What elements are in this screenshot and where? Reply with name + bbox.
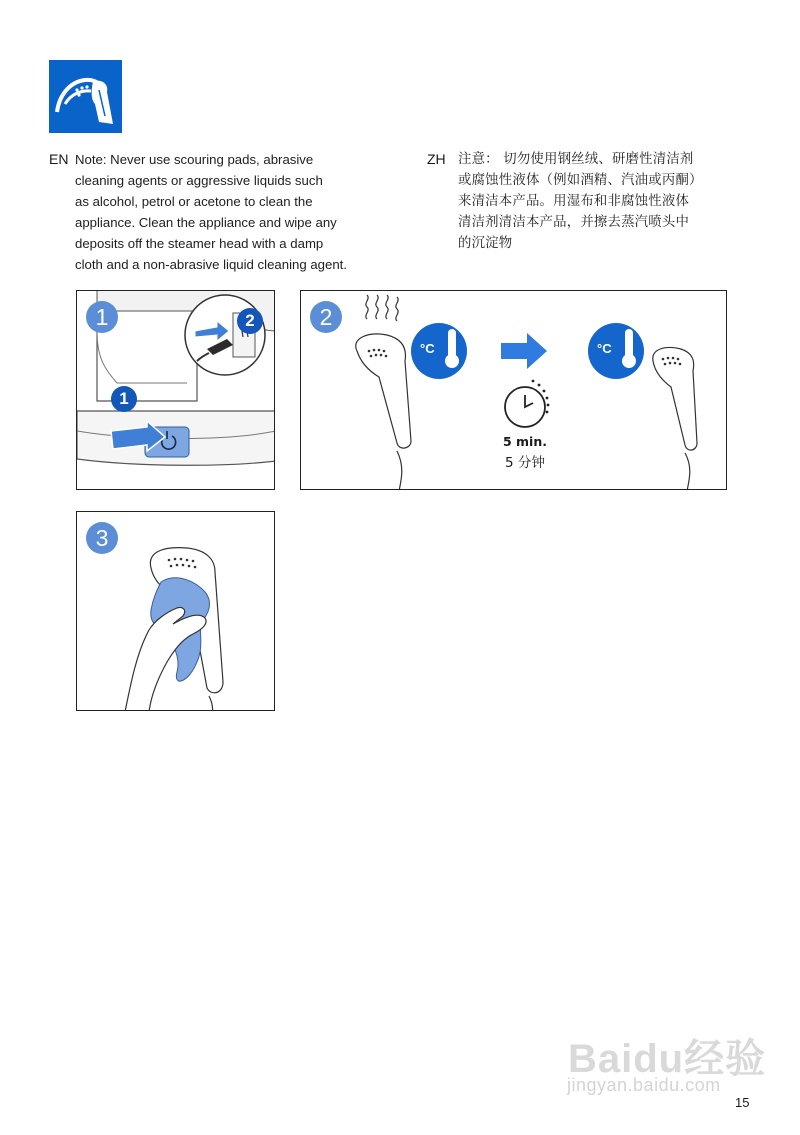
hot-steamer-head	[356, 295, 411, 490]
note-en-line: appliance. Clean the appliance and wipe any	[75, 215, 337, 230]
note-zh	[458, 149, 758, 254]
step-badge: 2	[310, 301, 342, 333]
step-1-panel	[76, 290, 275, 490]
note-en-line: deposits off the steamer head with a damp	[75, 236, 324, 251]
note-en-line: cloth and a non-abrasive liquid cleaning agent.	[75, 257, 347, 272]
note-en	[75, 149, 385, 275]
wait-time-en: 5 min.	[502, 434, 547, 449]
watermark-url: jingyan.baidu.com	[567, 1075, 721, 1095]
wait-time-zh: 5 分钟	[505, 455, 545, 471]
celsius-label-hot: °C	[420, 341, 435, 356]
note-zh-line: 的沉淀物	[458, 236, 513, 251]
note-zh-line: 来清洁本产品。用湿布和非腐蚀性液体	[458, 194, 690, 209]
celsius-label-cool: °C	[597, 341, 612, 356]
lang-code-zh: ZH	[427, 151, 446, 167]
watermark-brand: Baidu经验	[568, 1037, 767, 1081]
note-en-line: cleaning agents or aggressive liquids such	[75, 173, 323, 188]
note-zh-line: 注意： 切勿使用钢丝绒、研磨性清洁剂	[458, 152, 694, 167]
step-3-panel	[76, 511, 275, 711]
step-badge: 1	[86, 301, 118, 333]
cleaning-section-icon	[49, 60, 122, 133]
steamer-wipe-icon	[49, 60, 122, 133]
page-number: 15	[735, 1095, 750, 1110]
sub-step-badge-unplug: 2	[237, 308, 263, 334]
sub-step-badge-switch-off: 1	[111, 386, 137, 412]
step-badge: 3	[86, 522, 118, 554]
step-2-panel	[300, 290, 727, 490]
note-zh-line: 清洁剂清洁本产品，并擦去蒸汽喷头中	[458, 215, 690, 230]
note-zh-line: 或腐蚀性液体（例如酒精、汽油或丙酮）	[458, 173, 703, 188]
note-en-line: Note: Never use scouring pads, abrasive	[75, 152, 314, 167]
note-en-line: as alcohol, petrol or acetone to clean the	[75, 194, 313, 209]
lang-code-en: EN	[49, 151, 69, 167]
